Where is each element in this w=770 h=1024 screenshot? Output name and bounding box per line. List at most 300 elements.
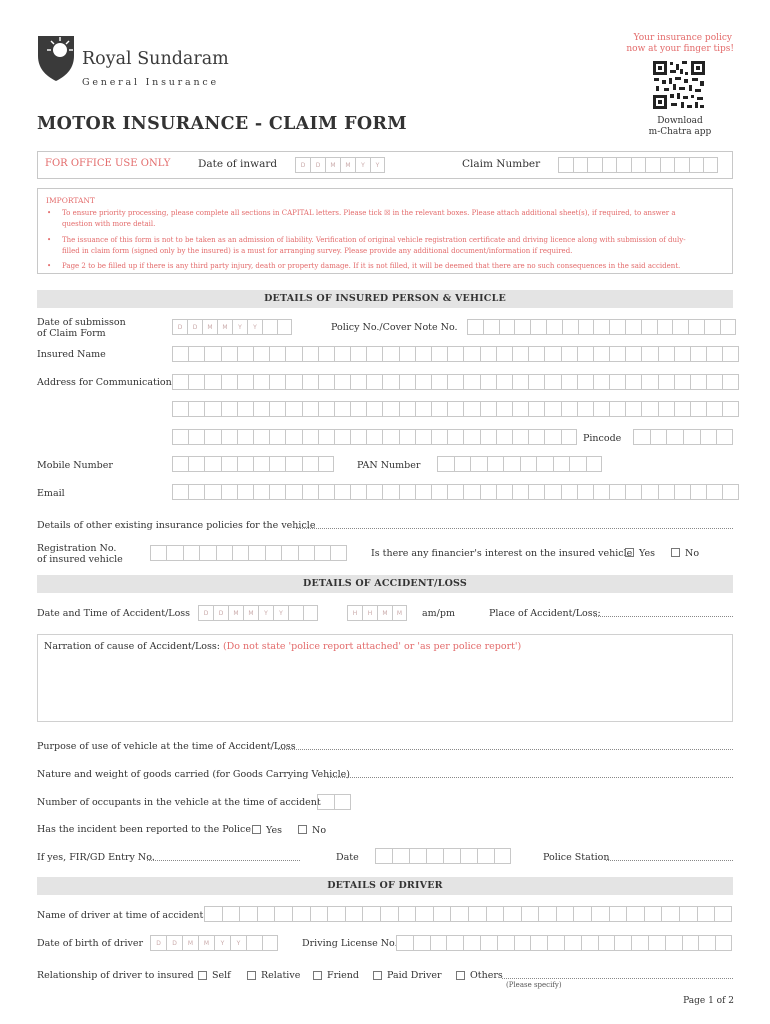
char-box[interactable] bbox=[706, 346, 722, 362]
char-box[interactable]: D bbox=[198, 605, 213, 621]
char-box[interactable] bbox=[625, 346, 641, 362]
char-box[interactable] bbox=[446, 935, 463, 951]
char-box[interactable] bbox=[188, 346, 204, 362]
char-box[interactable]: M bbox=[217, 319, 232, 335]
char-box[interactable] bbox=[591, 906, 609, 922]
char-box[interactable] bbox=[216, 545, 232, 561]
char-box[interactable] bbox=[609, 401, 625, 417]
char-box[interactable]: M bbox=[228, 605, 243, 621]
char-box[interactable] bbox=[350, 346, 366, 362]
email-boxes[interactable] bbox=[172, 484, 739, 501]
char-box[interactable] bbox=[528, 484, 544, 500]
char-box[interactable] bbox=[269, 484, 285, 500]
char-box[interactable] bbox=[237, 456, 253, 472]
char-box[interactable] bbox=[503, 456, 520, 472]
char-box[interactable] bbox=[625, 484, 641, 500]
fir-line[interactable] bbox=[147, 860, 300, 861]
char-box[interactable] bbox=[658, 484, 674, 500]
char-box[interactable] bbox=[302, 484, 318, 500]
char-box[interactable] bbox=[382, 484, 398, 500]
other-policies-line[interactable] bbox=[296, 528, 733, 529]
char-box[interactable] bbox=[496, 401, 512, 417]
char-box[interactable] bbox=[334, 401, 350, 417]
char-box[interactable] bbox=[512, 401, 528, 417]
char-box[interactable] bbox=[679, 906, 697, 922]
char-box[interactable] bbox=[593, 374, 609, 390]
address-boxes-1[interactable] bbox=[172, 374, 739, 391]
char-box[interactable] bbox=[204, 401, 220, 417]
char-box[interactable] bbox=[625, 319, 641, 335]
char-box[interactable] bbox=[547, 935, 564, 951]
char-box[interactable] bbox=[521, 906, 539, 922]
char-box[interactable] bbox=[380, 906, 398, 922]
char-box[interactable] bbox=[237, 346, 253, 362]
char-box[interactable] bbox=[674, 484, 690, 500]
char-box[interactable] bbox=[528, 374, 544, 390]
char-box[interactable] bbox=[382, 429, 398, 445]
char-box[interactable] bbox=[430, 935, 447, 951]
char-box[interactable] bbox=[188, 456, 204, 472]
char-box[interactable] bbox=[398, 906, 416, 922]
char-box[interactable] bbox=[631, 935, 648, 951]
char-box[interactable] bbox=[431, 429, 447, 445]
char-box[interactable] bbox=[382, 374, 398, 390]
char-box[interactable] bbox=[334, 374, 350, 390]
char-box[interactable] bbox=[700, 429, 717, 445]
char-box[interactable] bbox=[688, 319, 704, 335]
char-box[interactable] bbox=[399, 484, 415, 500]
char-box[interactable] bbox=[690, 346, 706, 362]
char-box[interactable] bbox=[285, 374, 301, 390]
char-box[interactable] bbox=[530, 935, 547, 951]
char-box[interactable] bbox=[593, 346, 609, 362]
claim-number-boxes[interactable] bbox=[558, 157, 718, 174]
char-box[interactable] bbox=[644, 906, 662, 922]
char-box[interactable] bbox=[345, 906, 363, 922]
char-box[interactable] bbox=[285, 401, 301, 417]
char-box[interactable] bbox=[672, 319, 688, 335]
char-box[interactable] bbox=[188, 401, 204, 417]
char-box[interactable] bbox=[409, 848, 426, 864]
char-box[interactable] bbox=[665, 935, 682, 951]
char-box[interactable] bbox=[480, 935, 497, 951]
char-box[interactable] bbox=[454, 456, 471, 472]
char-box[interactable] bbox=[722, 401, 738, 417]
char-box[interactable] bbox=[722, 374, 738, 390]
char-box[interactable] bbox=[544, 374, 560, 390]
char-box[interactable] bbox=[262, 935, 278, 951]
char-box[interactable] bbox=[450, 906, 468, 922]
char-box[interactable] bbox=[480, 429, 496, 445]
char-box[interactable] bbox=[573, 906, 591, 922]
char-box[interactable] bbox=[431, 484, 447, 500]
char-box[interactable] bbox=[650, 429, 667, 445]
char-box[interactable] bbox=[480, 346, 496, 362]
char-box[interactable] bbox=[366, 346, 382, 362]
char-box[interactable]: M bbox=[243, 605, 258, 621]
date-inward-boxes[interactable] bbox=[295, 157, 385, 174]
char-box[interactable] bbox=[237, 429, 253, 445]
char-box[interactable] bbox=[609, 319, 625, 335]
char-box[interactable] bbox=[648, 935, 665, 951]
char-box[interactable] bbox=[447, 374, 463, 390]
char-box[interactable] bbox=[698, 935, 715, 951]
char-box[interactable] bbox=[334, 346, 350, 362]
char-box[interactable]: M bbox=[202, 319, 217, 335]
char-box[interactable] bbox=[512, 484, 528, 500]
char-box[interactable] bbox=[366, 429, 382, 445]
date-box[interactable]: D bbox=[295, 157, 310, 173]
char-box[interactable] bbox=[327, 906, 345, 922]
char-box[interactable] bbox=[285, 484, 301, 500]
char-box[interactable] bbox=[172, 429, 188, 445]
char-box[interactable] bbox=[722, 484, 738, 500]
char-box[interactable] bbox=[253, 374, 269, 390]
policy-no-boxes[interactable] bbox=[467, 319, 736, 336]
char-box[interactable] bbox=[366, 374, 382, 390]
char-box[interactable] bbox=[232, 545, 248, 561]
char-box[interactable] bbox=[399, 429, 415, 445]
char-box[interactable] bbox=[302, 346, 318, 362]
char-box[interactable]: M bbox=[392, 605, 407, 621]
char-box[interactable] bbox=[463, 401, 479, 417]
char-box[interactable] bbox=[265, 545, 281, 561]
char-box[interactable] bbox=[248, 545, 264, 561]
char-box[interactable] bbox=[562, 319, 578, 335]
char-box[interactable] bbox=[593, 401, 609, 417]
char-box[interactable] bbox=[431, 346, 447, 362]
char-box[interactable] bbox=[496, 484, 512, 500]
char-box[interactable]: D bbox=[150, 935, 166, 951]
char-box[interactable] bbox=[512, 429, 528, 445]
char-box[interactable] bbox=[528, 346, 544, 362]
date-box[interactable]: Y bbox=[370, 157, 385, 173]
char-box[interactable] bbox=[674, 346, 690, 362]
fir-date-boxes[interactable] bbox=[375, 848, 511, 865]
char-box[interactable] bbox=[722, 346, 738, 362]
char-box[interactable] bbox=[188, 484, 204, 500]
char-box[interactable] bbox=[641, 374, 657, 390]
char-box[interactable] bbox=[544, 484, 560, 500]
char-box[interactable] bbox=[561, 484, 577, 500]
pan-boxes[interactable] bbox=[437, 456, 602, 473]
char-box[interactable] bbox=[303, 605, 318, 621]
char-box[interactable] bbox=[172, 484, 188, 500]
char-box[interactable] bbox=[697, 906, 715, 922]
char-box[interactable] bbox=[561, 429, 577, 445]
char-box[interactable] bbox=[682, 935, 699, 951]
insured-name-boxes[interactable] bbox=[172, 346, 739, 363]
char-box[interactable] bbox=[720, 319, 736, 335]
char-box[interactable] bbox=[318, 346, 334, 362]
occupants-boxes[interactable] bbox=[317, 794, 351, 811]
char-box[interactable]: M bbox=[182, 935, 198, 951]
char-box[interactable] bbox=[480, 374, 496, 390]
char-box[interactable] bbox=[706, 401, 722, 417]
char-box[interactable] bbox=[689, 157, 704, 173]
char-box[interactable] bbox=[285, 346, 301, 362]
char-box[interactable] bbox=[496, 429, 512, 445]
char-box[interactable] bbox=[150, 545, 166, 561]
char-box[interactable] bbox=[480, 484, 496, 500]
char-box[interactable] bbox=[690, 401, 706, 417]
char-box[interactable] bbox=[269, 456, 285, 472]
char-box[interactable] bbox=[415, 484, 431, 500]
char-box[interactable] bbox=[183, 545, 199, 561]
char-box[interactable] bbox=[199, 545, 215, 561]
char-box[interactable] bbox=[658, 346, 674, 362]
char-box[interactable] bbox=[314, 545, 330, 561]
char-box[interactable] bbox=[593, 319, 609, 335]
char-box[interactable] bbox=[318, 456, 334, 472]
char-box[interactable] bbox=[528, 401, 544, 417]
char-box[interactable] bbox=[658, 401, 674, 417]
char-box[interactable] bbox=[253, 429, 269, 445]
place-line[interactable] bbox=[594, 616, 733, 617]
char-box[interactable] bbox=[657, 319, 673, 335]
char-box[interactable] bbox=[674, 157, 689, 173]
financier-yes-checkbox[interactable] bbox=[625, 548, 634, 557]
char-box[interactable] bbox=[221, 429, 237, 445]
char-box[interactable] bbox=[536, 456, 553, 472]
char-box[interactable] bbox=[641, 401, 657, 417]
char-box[interactable] bbox=[350, 429, 366, 445]
char-box[interactable] bbox=[188, 429, 204, 445]
char-box[interactable] bbox=[426, 848, 443, 864]
char-box[interactable] bbox=[538, 906, 556, 922]
char-box[interactable] bbox=[334, 484, 350, 500]
char-box[interactable] bbox=[463, 935, 480, 951]
char-box[interactable] bbox=[609, 346, 625, 362]
char-box[interactable] bbox=[577, 401, 593, 417]
char-box[interactable] bbox=[350, 401, 366, 417]
char-box[interactable] bbox=[674, 401, 690, 417]
char-box[interactable]: M bbox=[198, 935, 214, 951]
reported-no-checkbox[interactable] bbox=[298, 825, 307, 834]
char-box[interactable] bbox=[660, 157, 675, 173]
char-box[interactable]: Y bbox=[214, 935, 230, 951]
char-box[interactable] bbox=[366, 401, 382, 417]
char-box[interactable] bbox=[641, 484, 657, 500]
char-box[interactable] bbox=[447, 346, 463, 362]
char-box[interactable] bbox=[204, 456, 220, 472]
char-box[interactable] bbox=[666, 429, 683, 445]
char-box[interactable]: Y bbox=[258, 605, 273, 621]
char-box[interactable] bbox=[477, 848, 494, 864]
char-box[interactable] bbox=[246, 935, 262, 951]
mobile-boxes[interactable] bbox=[172, 456, 334, 473]
char-box[interactable] bbox=[578, 319, 594, 335]
char-box[interactable] bbox=[496, 346, 512, 362]
char-box[interactable]: Y bbox=[247, 319, 262, 335]
char-box[interactable] bbox=[467, 319, 483, 335]
char-box[interactable] bbox=[633, 429, 650, 445]
char-box[interactable] bbox=[609, 906, 627, 922]
char-box[interactable] bbox=[396, 935, 413, 951]
char-box[interactable] bbox=[221, 346, 237, 362]
reg-no-boxes[interactable] bbox=[150, 545, 347, 562]
char-box[interactable] bbox=[350, 484, 366, 500]
char-box[interactable] bbox=[530, 319, 546, 335]
pincode-boxes[interactable] bbox=[633, 429, 733, 446]
reported-yes-checkbox[interactable] bbox=[252, 825, 261, 834]
char-box[interactable] bbox=[544, 401, 560, 417]
char-box[interactable] bbox=[487, 456, 504, 472]
char-box[interactable] bbox=[641, 319, 657, 335]
date-box[interactable]: Y bbox=[355, 157, 370, 173]
char-box[interactable] bbox=[302, 401, 318, 417]
char-box[interactable] bbox=[447, 484, 463, 500]
char-box[interactable] bbox=[172, 374, 188, 390]
char-box[interactable] bbox=[318, 401, 334, 417]
char-box[interactable] bbox=[399, 374, 415, 390]
char-box[interactable] bbox=[556, 906, 574, 922]
char-box[interactable] bbox=[494, 848, 511, 864]
char-box[interactable] bbox=[399, 346, 415, 362]
char-box[interactable] bbox=[292, 906, 310, 922]
char-box[interactable] bbox=[704, 319, 720, 335]
char-box[interactable] bbox=[431, 401, 447, 417]
char-box[interactable] bbox=[625, 401, 641, 417]
char-box[interactable] bbox=[221, 401, 237, 417]
paid-driver-checkbox[interactable] bbox=[373, 971, 382, 980]
date-box[interactable]: D bbox=[310, 157, 325, 173]
char-box[interactable] bbox=[674, 374, 690, 390]
char-box[interactable] bbox=[614, 935, 631, 951]
char-box[interactable] bbox=[690, 374, 706, 390]
char-box[interactable] bbox=[302, 429, 318, 445]
char-box[interactable] bbox=[581, 935, 598, 951]
char-box[interactable] bbox=[334, 794, 351, 810]
char-box[interactable] bbox=[714, 906, 732, 922]
char-box[interactable] bbox=[415, 346, 431, 362]
char-box[interactable] bbox=[616, 157, 631, 173]
char-box[interactable] bbox=[625, 374, 641, 390]
char-box[interactable] bbox=[222, 906, 240, 922]
address-boxes-3[interactable] bbox=[172, 429, 577, 446]
char-box[interactable] bbox=[269, 346, 285, 362]
char-box[interactable] bbox=[288, 605, 303, 621]
date-submission-boxes[interactable] bbox=[172, 319, 292, 336]
char-box[interactable] bbox=[561, 401, 577, 417]
char-box[interactable] bbox=[558, 157, 573, 173]
char-box[interactable] bbox=[221, 374, 237, 390]
char-box[interactable]: D bbox=[166, 935, 182, 951]
char-box[interactable] bbox=[577, 484, 593, 500]
char-box[interactable] bbox=[690, 484, 706, 500]
char-box[interactable] bbox=[317, 794, 334, 810]
char-box[interactable] bbox=[528, 429, 544, 445]
char-box[interactable] bbox=[274, 906, 292, 922]
char-box[interactable] bbox=[463, 429, 479, 445]
char-box[interactable] bbox=[310, 906, 328, 922]
char-box[interactable] bbox=[253, 401, 269, 417]
char-box[interactable] bbox=[437, 456, 454, 472]
char-box[interactable] bbox=[564, 935, 581, 951]
accident-time-boxes[interactable] bbox=[347, 605, 407, 622]
police-station-line[interactable] bbox=[606, 860, 733, 861]
char-box[interactable] bbox=[375, 848, 392, 864]
char-box[interactable] bbox=[269, 374, 285, 390]
char-box[interactable] bbox=[641, 346, 657, 362]
char-box[interactable] bbox=[573, 157, 588, 173]
char-box[interactable] bbox=[645, 157, 660, 173]
dob-boxes[interactable] bbox=[150, 935, 278, 952]
address-boxes-2[interactable] bbox=[172, 401, 739, 418]
char-box[interactable] bbox=[520, 456, 537, 472]
char-box[interactable] bbox=[447, 429, 463, 445]
char-box[interactable] bbox=[415, 401, 431, 417]
char-box[interactable] bbox=[172, 456, 188, 472]
char-box[interactable]: M bbox=[377, 605, 392, 621]
char-box[interactable] bbox=[166, 545, 182, 561]
purpose-line[interactable] bbox=[278, 749, 733, 750]
char-box[interactable]: H bbox=[362, 605, 377, 621]
char-box[interactable]: D bbox=[172, 319, 187, 335]
char-box[interactable] bbox=[415, 429, 431, 445]
char-box[interactable] bbox=[577, 346, 593, 362]
char-box[interactable] bbox=[561, 374, 577, 390]
char-box[interactable] bbox=[302, 374, 318, 390]
char-box[interactable] bbox=[415, 374, 431, 390]
char-box[interactable]: D bbox=[187, 319, 202, 335]
char-box[interactable] bbox=[382, 401, 398, 417]
license-boxes[interactable] bbox=[396, 935, 732, 952]
char-box[interactable] bbox=[204, 429, 220, 445]
char-box[interactable] bbox=[661, 906, 679, 922]
char-box[interactable] bbox=[237, 401, 253, 417]
date-box[interactable]: M bbox=[340, 157, 355, 173]
char-box[interactable] bbox=[463, 346, 479, 362]
char-box[interactable] bbox=[658, 374, 674, 390]
others-checkbox[interactable] bbox=[456, 971, 465, 980]
char-box[interactable] bbox=[257, 906, 275, 922]
char-box[interactable] bbox=[544, 429, 560, 445]
char-box[interactable]: Y bbox=[230, 935, 246, 951]
char-box[interactable] bbox=[626, 906, 644, 922]
char-box[interactable] bbox=[706, 374, 722, 390]
char-box[interactable] bbox=[253, 484, 269, 500]
char-box[interactable] bbox=[468, 906, 486, 922]
char-box[interactable] bbox=[330, 545, 346, 561]
char-box[interactable] bbox=[561, 346, 577, 362]
char-box[interactable] bbox=[399, 401, 415, 417]
char-box[interactable] bbox=[716, 429, 733, 445]
char-box[interactable] bbox=[285, 456, 301, 472]
char-box[interactable] bbox=[221, 484, 237, 500]
char-box[interactable] bbox=[362, 906, 380, 922]
char-box[interactable] bbox=[497, 935, 514, 951]
char-box[interactable] bbox=[703, 157, 718, 173]
char-box[interactable] bbox=[415, 906, 433, 922]
char-box[interactable] bbox=[598, 935, 615, 951]
char-box[interactable] bbox=[514, 319, 530, 335]
char-box[interactable] bbox=[318, 429, 334, 445]
char-box[interactable] bbox=[486, 906, 504, 922]
char-box[interactable] bbox=[204, 346, 220, 362]
char-box[interactable] bbox=[512, 374, 528, 390]
friend-checkbox[interactable] bbox=[313, 971, 322, 980]
char-box[interactable] bbox=[253, 346, 269, 362]
char-box[interactable] bbox=[609, 374, 625, 390]
char-box[interactable] bbox=[463, 374, 479, 390]
char-box[interactable] bbox=[239, 906, 257, 922]
char-box[interactable] bbox=[172, 346, 188, 362]
char-box[interactable] bbox=[204, 374, 220, 390]
char-box[interactable] bbox=[253, 456, 269, 472]
char-box[interactable]: Y bbox=[232, 319, 247, 335]
char-box[interactable]: D bbox=[213, 605, 228, 621]
